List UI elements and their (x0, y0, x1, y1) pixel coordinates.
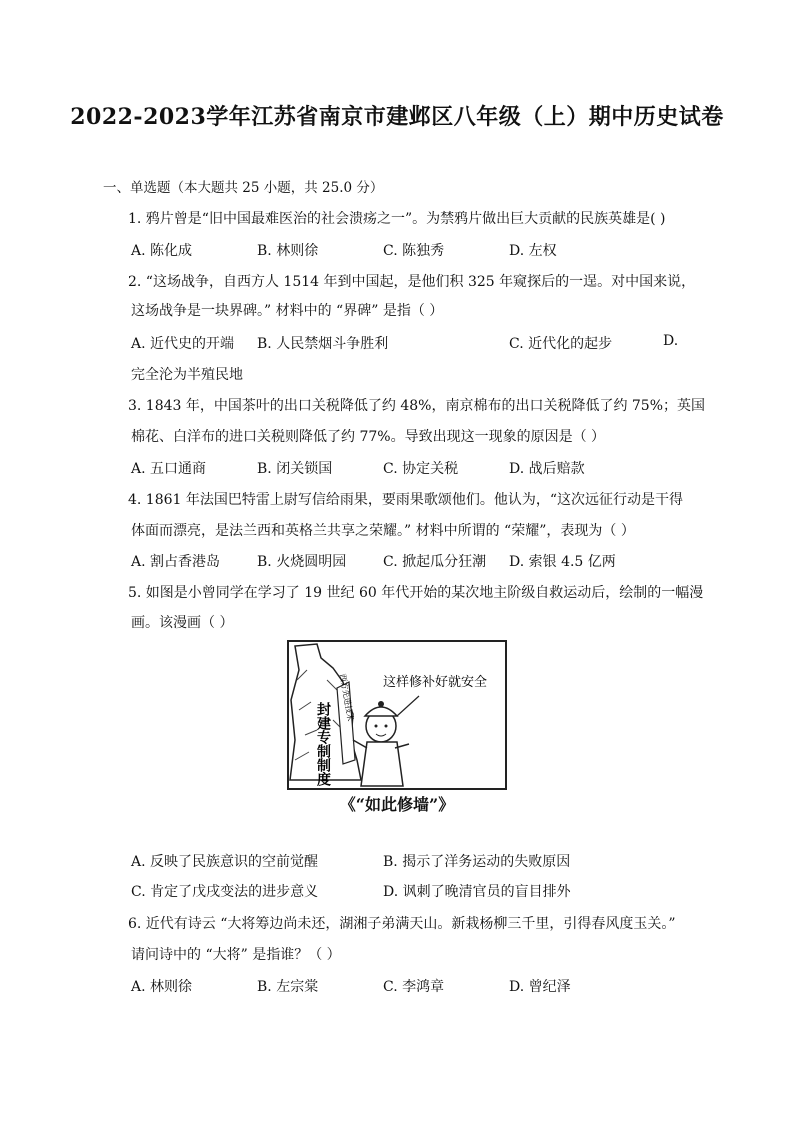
q3-option-a[interactable]: A. 五口通商 (131, 461, 207, 477)
q3-option-b[interactable]: B. 闭关锁国 (257, 461, 333, 477)
q4-option-d[interactable]: D. 索银 4.5 亿两 (509, 554, 616, 570)
page-title: 2022-2023学年江苏省南京市建邺区八年级（上）期中历史试卷 (70, 104, 724, 130)
q4-option-c[interactable]: C. 掀起瓜分狂潮 (383, 554, 487, 570)
q6-option-a[interactable]: A. 林则徐 (131, 979, 193, 995)
question-5-text-cont: 画。该漫画（ ） (131, 615, 234, 631)
section-heading: 一、单选题（本大题共 25 小题，共 25.0 分） (103, 180, 384, 196)
q6-option-c[interactable]: C. 李鸿章 (383, 979, 445, 995)
q5-option-b[interactable]: B. 揭示了洋务运动的失败原因 (383, 854, 571, 870)
q2-option-a[interactable]: A. 近代史的开端 (131, 336, 235, 352)
q6-option-d[interactable]: D. 曾纪泽 (509, 979, 571, 995)
q6-option-b[interactable]: B. 左宗棠 (257, 979, 319, 995)
q1-option-a[interactable]: A. 陈化成 (131, 243, 193, 259)
q3-option-c[interactable]: C. 协定关税 (383, 461, 459, 477)
cartoon-official-body (361, 742, 403, 786)
q5-option-a[interactable]: A. 反映了民族意识的空前觉醒 (131, 854, 319, 870)
question-6-text-cont: 请问诗中的 “大将” 是指谁？（ ） (131, 947, 341, 963)
question-4-text: 4. 1861 年法国巴特雷上尉写信给雨果，要雨果歌颂他们。他认为，“这次远征行动是干得 (128, 492, 684, 508)
q5-option-c[interactable]: C. 肯定了戊戌变法的进步意义 (131, 884, 319, 900)
question-1-text: 1. 鸦片曾是“旧中国最难医治的社会溃疡之一”。为禁鸦片做出巨大贡献的民族英雄是( ) (128, 211, 666, 227)
cartoon-speech-text: 这样修补好就安全 (383, 675, 488, 690)
q5-option-d[interactable]: D. 讽刺了晚清官员的盲目排外 (383, 884, 571, 900)
q2-option-d-text: 完全沦为半殖民地 (131, 367, 243, 383)
q3-option-d[interactable]: D. 战后赔款 (509, 461, 585, 477)
question-6-text: 6. 近代有诗云 “大将筹边尚未还，湖湘子弟满天山。新栽杨柳三千里，引得春风度玉关。” (128, 916, 676, 932)
question-4-text-cont: 体面而漂亮，是法兰西和英格兰共享之荣耀。” 材料中所谓的 “荣耀”，表现为（ ） (131, 523, 635, 539)
q2-option-b[interactable]: B. 人民禁烟斗争胜利 (257, 336, 389, 352)
cartoon-image (287, 640, 507, 790)
cartoon-wall-label: 封建专制制度 (315, 702, 331, 786)
question-2-text: 2. “这场战争，自西方人 1514 年到中国起，是他们积 325 年窥探后的一逞。对中国来说， (128, 274, 696, 290)
question-5-text: 5. 如图是小曾同学在学习了 19 世纪 60 年代开始的某次地主阶级自救运动后，绘制的一幅漫 (128, 585, 704, 601)
question-3-text: 3. 1843 年，中国茶叶的出口关税降低了约 48%，南京棉布的出口关税降低了约 75%；英国 (128, 398, 706, 414)
q2-option-d[interactable]: D. (663, 333, 679, 349)
question-3-text-cont: 棉花、白洋布的进口关税则降低了约 77%。导致出现这一现象的原因是（ ） (131, 429, 606, 445)
q4-option-a[interactable]: A. 割占香港岛 (131, 554, 221, 570)
q1-option-d[interactable]: D. 左权 (509, 243, 557, 259)
cartoon-patch-label: 西方先进技术 (337, 673, 356, 722)
question-2-text-cont: 这场战争是一块界碑。” 材料中的 “界碑” 是指（ ） (131, 303, 444, 319)
q1-option-c[interactable]: C. 陈独秀 (383, 243, 445, 259)
q1-option-b[interactable]: B. 林则徐 (257, 243, 319, 259)
cartoon-caption: 《“如此修墙”》 (339, 795, 455, 814)
q2-option-c[interactable]: C. 近代化的起步 (509, 336, 613, 352)
q4-option-b[interactable]: B. 火烧圆明园 (257, 554, 347, 570)
